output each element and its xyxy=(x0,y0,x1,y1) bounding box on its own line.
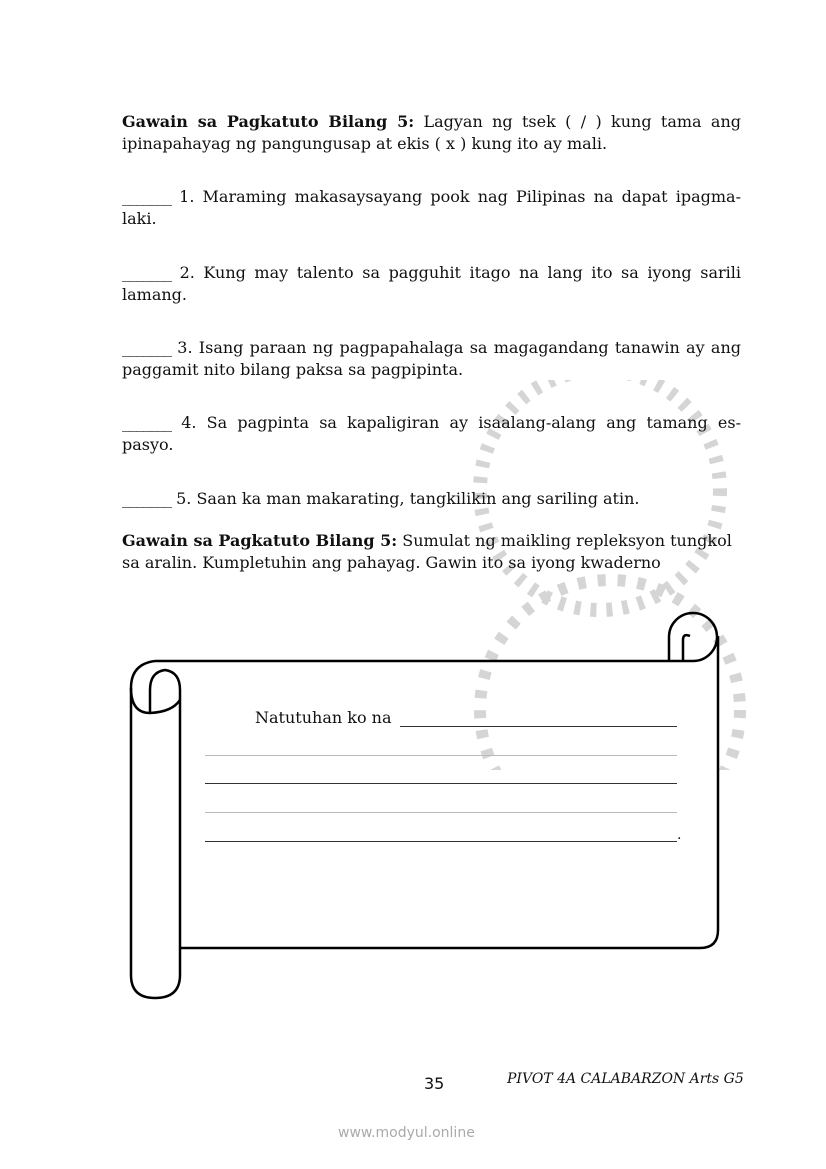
list-item: _______ 3. Isang paraan ng pagpapahalaga sa magagandang tanawin ay ang paggamit nito bilang paksa sa pagpipinta. xyxy=(122,338,741,379)
answer-line[interactable] xyxy=(205,841,677,842)
answer-line[interactable] xyxy=(205,783,677,784)
list-item: _______ 4. Sa pagpinta sa kapaligiran ay isaalang-alang ang tamang es- pasyo. xyxy=(122,413,741,454)
list-item: _______ 2. Kung may talento sa pagguhit itago na lang ito sa iyong sarili lamang. xyxy=(122,263,741,304)
answer-line[interactable] xyxy=(205,812,677,813)
answer-blank[interactable]: _______ xyxy=(122,338,171,357)
list-item: _______ 1. Maraming makasaysayang pook nag Pilipinas na dapat ipagma- laki. xyxy=(122,187,741,228)
answer-line[interactable] xyxy=(400,726,677,727)
answer-line[interactable] xyxy=(205,755,677,756)
activity1-instructions: Gawain sa Pagkatuto Bilang 5: Lagyan ng tsek ( / ) kung tama ang ipinapahayag ng pangungusap at ekis ( x ) kung ito ay mali. xyxy=(122,112,741,153)
answer-blank[interactable]: _______ xyxy=(122,413,171,432)
reflection-prompt: Natutuhan ko na xyxy=(255,708,392,727)
end-period: . xyxy=(677,827,682,843)
activity2-instructions: Gawain sa Pagkatuto Bilang 5: Sumulat ng maikling repleksyon tungkol sa aralin. Kumpletuhin ang pahayag. Gawin ito sa iyong kwaderno xyxy=(122,531,732,572)
activity1-heading: Gawain sa Pagkatuto Bilang 5: xyxy=(122,112,415,131)
list-item: _______ 5. Saan ka man makarating, tangkilikin ang sariling atin. xyxy=(122,489,640,508)
footer-title: PIVOT 4A CALABARZON Arts G5 xyxy=(507,1071,744,1087)
answer-blank[interactable]: _______ xyxy=(122,187,171,206)
site-watermark: www.modyul.online xyxy=(338,1125,475,1141)
activity2-heading: Gawain sa Pagkatuto Bilang 5: xyxy=(122,531,398,550)
answer-blank[interactable]: _______ xyxy=(122,263,171,282)
page-number: 35 xyxy=(424,1074,445,1093)
answer-blank[interactable]: _______ xyxy=(122,489,171,508)
